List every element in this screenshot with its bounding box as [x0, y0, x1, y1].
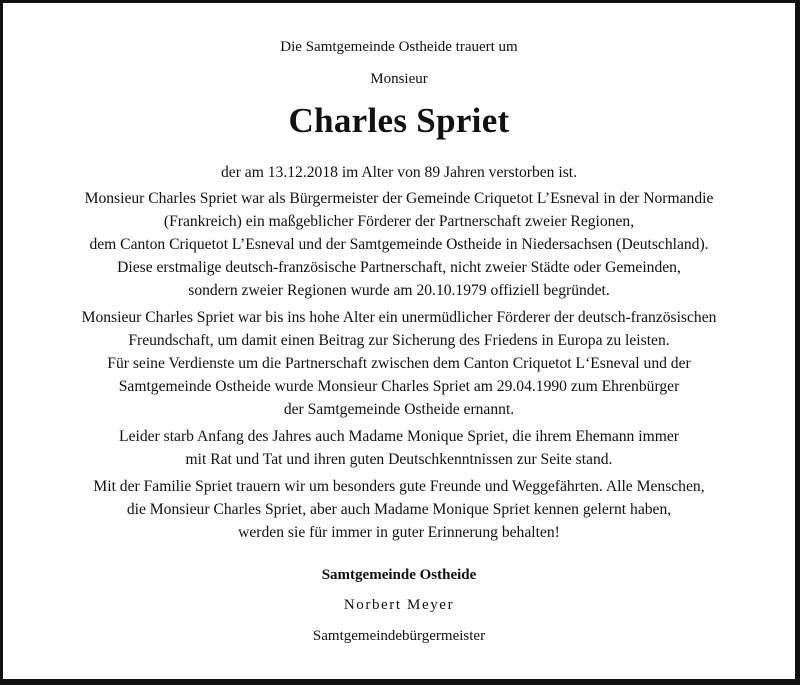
paragraph-line: mit Rat und Tat und ihren guten Deutschkenntnissen zur Seite stand. — [185, 451, 613, 468]
paragraph-line: Samtgemeinde Ostheide wurde Monsieur Charles Spriet am 29.04.1990 zum Ehrenbürger — [118, 378, 680, 395]
paragraph-line: Leider starb Anfang des Jahres auch Madame Monique Spriet, die ihrem Ehemann immer — [119, 428, 679, 445]
paragraph-line: Monsieur Charles Spriet war bis ins hohe Alter ein unermüdlicher Förderer der deutsch-französischen — [81, 309, 717, 326]
paragraph-line: Mit der Familie Spriet trauern wir um besonders gute Freunde und Weggefährten. Alle Menschen, — [93, 478, 705, 495]
death-date-line: der am 13.12.2018 im Alter von 89 Jahren verstorben ist. — [221, 164, 577, 181]
paragraph-line: dem Canton Criquetot L’Esneval und der Samtgemeinde Ostheide in Niedersachsen (Deutschland). — [89, 236, 709, 253]
deceased-name: Charles Spriet — [288, 101, 510, 140]
paragraph-line: Monsieur Charles Spriet war als Bürgermeister der Gemeinde Criquetot L’Esneval in der Normandie — [84, 190, 714, 207]
paragraph-line: werden sie für immer in guter Erinnerung behalten! — [238, 524, 560, 541]
paragraph-line: Für seine Verdienste um die Partnerschaft zwischen dem Canton Criquetot L‘Esneval und der — [107, 355, 691, 372]
honorific: Monsieur — [370, 71, 428, 87]
paragraph-line: Freundschaft, um damit einen Beitrag zur Sicherung des Friedens in Europa zu leisten. — [128, 332, 670, 349]
paragraph-line: Diese erstmalige deutsch-französische Partnerschaft, nicht zweier Städte oder Gemeinden, — [117, 259, 681, 276]
paragraph-line: der Samtgemeinde Ostheide ernannt. — [283, 401, 515, 418]
paragraph-line: (Frankreich) ein maßgeblicher Förderer der Partnerschaft zweier Regionen, — [163, 213, 635, 230]
signature-role: Samtgemeindebürgermeister — [312, 628, 486, 644]
intro-line: Die Samtgemeinde Ostheide trauert um — [280, 39, 518, 55]
signature-organization: Samtgemeinde Ostheide — [321, 567, 477, 583]
paragraph-line: die Monsieur Charles Spriet, aber auch Madame Monique Spriet kennen gelernt haben, — [126, 501, 672, 518]
signature-signer: Norbert Meyer — [343, 597, 455, 613]
paragraph-line: sondern zweier Regionen wurde am 20.10.1979 offiziell begründet. — [188, 282, 610, 299]
